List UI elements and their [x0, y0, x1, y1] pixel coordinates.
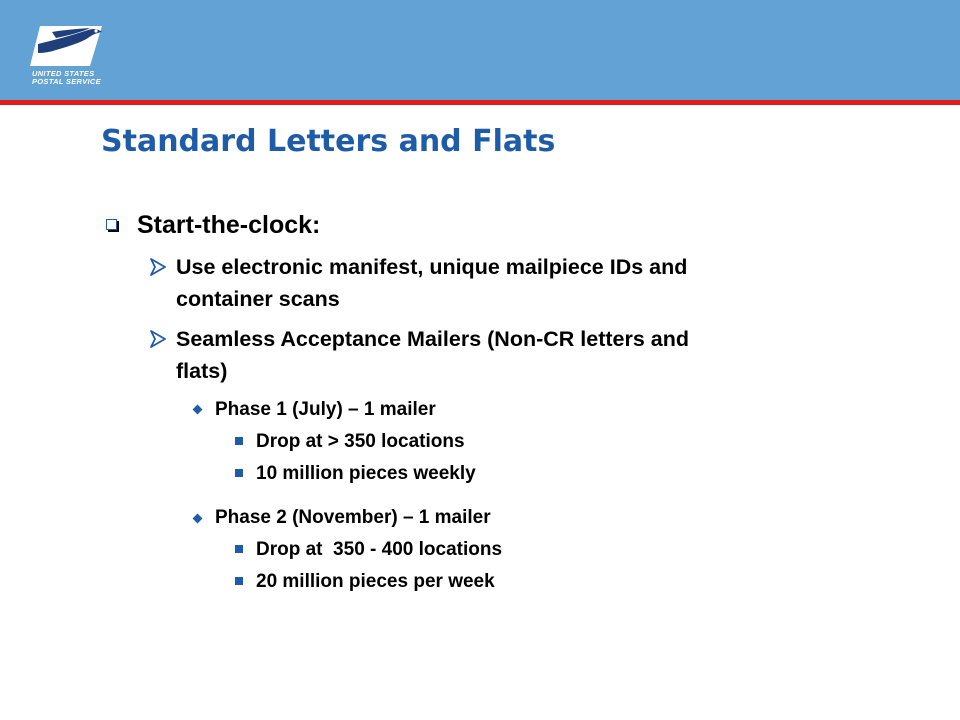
header-rule — [0, 100, 960, 105]
usps-eagle-icon — [30, 20, 106, 68]
bullet-level2-manifest-line2: container scans — [176, 287, 340, 311]
diamond-bullet-icon — [193, 514, 203, 524]
bullet-level4-drop-350: Drop at > 350 locations — [256, 431, 465, 452]
square-bullet-icon — [235, 577, 243, 585]
logo-line-1: UNITED STATES — [32, 69, 95, 78]
bullet-level4-drop-350-400: Drop at 350 - 400 locations — [256, 539, 503, 560]
arrow-bullet-icon — [150, 330, 166, 348]
square-bullet-icon — [235, 545, 243, 553]
header-band — [0, 0, 960, 100]
usps-logo — [30, 20, 106, 90]
bullet-level3-phase2: Phase 2 (November) – 1 mailer — [215, 507, 491, 528]
arrow-bullet-icon — [150, 258, 166, 276]
slide-title: Standard Letters and Flats — [101, 124, 556, 159]
bullet-level3-phase1: Phase 1 (July) – 1 mailer — [215, 399, 436, 420]
hollow-square-bullet-icon — [106, 219, 117, 230]
bullet-level2-manifest-line1: Use electronic manifest, unique mailpiece IDs and — [176, 255, 688, 279]
bullet-level4-10-million: 10 million pieces weekly — [256, 463, 476, 484]
bullet-level2-seamless-line2: flats) — [176, 359, 228, 383]
bullet-level4-20-million: 20 million pieces per week — [256, 571, 495, 592]
logo-line-2: POSTAL SERVICE — [32, 77, 101, 86]
square-bullet-icon — [235, 437, 243, 445]
bullet-level2-seamless-line1: Seamless Acceptance Mailers (Non-CR letters and — [176, 327, 689, 351]
diamond-bullet-icon — [193, 405, 203, 415]
square-bullet-icon — [235, 469, 243, 477]
bullet-level1-start-the-clock: Start-the-clock: — [137, 211, 321, 239]
